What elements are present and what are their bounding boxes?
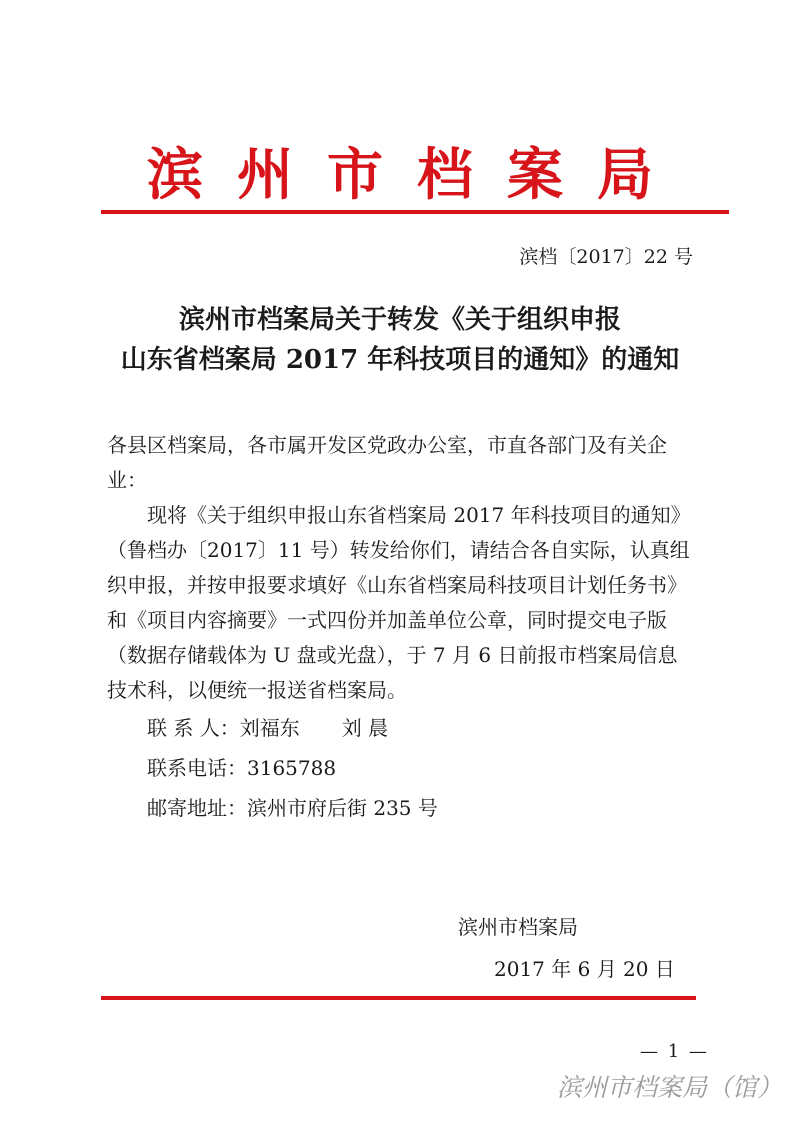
footer-red-rule [101, 996, 696, 1000]
contact-phone-label: 联系电话： [147, 756, 247, 780]
main-paragraph: 现将《关于组织申报山东省档案局 2017 年科技项目的通知》（鲁档办〔2017〕11 号）转发给你们，请结合各自实际，认真组织申报，并按申报要求填好《山东省档案局科技项目计划任务书》和《项目内容摘要》一式四份并加盖单位公章，同时提交电子版（数据存储载体为 U 盘或光盘），于 7 月 6 日前报市档案局信息技术科，以便统一报送省档案局。 [107, 503, 691, 702]
salutation: 各县区档案局，各市属开发区党政办公室，市直各部门及有关企业： [107, 433, 667, 492]
contact-person-1: 刘福东 [239, 716, 300, 740]
contact-phone-row [147, 748, 697, 788]
masthead-title: 滨州市档案局 [147, 142, 687, 208]
document-number: 滨档〔2017〕22 号 [519, 246, 693, 268]
issue-date: 2017 年 6 月 20 日 [494, 957, 675, 981]
contact-person-2: 刘 晨 [341, 716, 389, 740]
contact-address: 滨州市府后街 235 号 [247, 796, 438, 820]
page-number: — 1 — [640, 1041, 709, 1062]
masthead-red-rule [101, 210, 729, 214]
title-line-1: 滨州市档案局关于转发《关于组织申报 [178, 305, 621, 335]
contact-block [107, 708, 697, 828]
contact-address-label: 邮寄地址： [147, 796, 247, 820]
document-body [107, 428, 697, 828]
footer-watermark: 滨州市档案局（馆） [556, 1073, 782, 1102]
contact-phone: 3165788 [247, 756, 337, 780]
contact-address-row [147, 788, 697, 828]
title-line-2: 山东省档案局 2017 年科技项目的通知》的通知 [120, 345, 680, 375]
contact-person-row [147, 708, 697, 748]
signer: 滨州市档案局 [458, 915, 578, 939]
contact-person-label: 联 系 人： [147, 716, 240, 740]
document-title [0, 300, 800, 380]
